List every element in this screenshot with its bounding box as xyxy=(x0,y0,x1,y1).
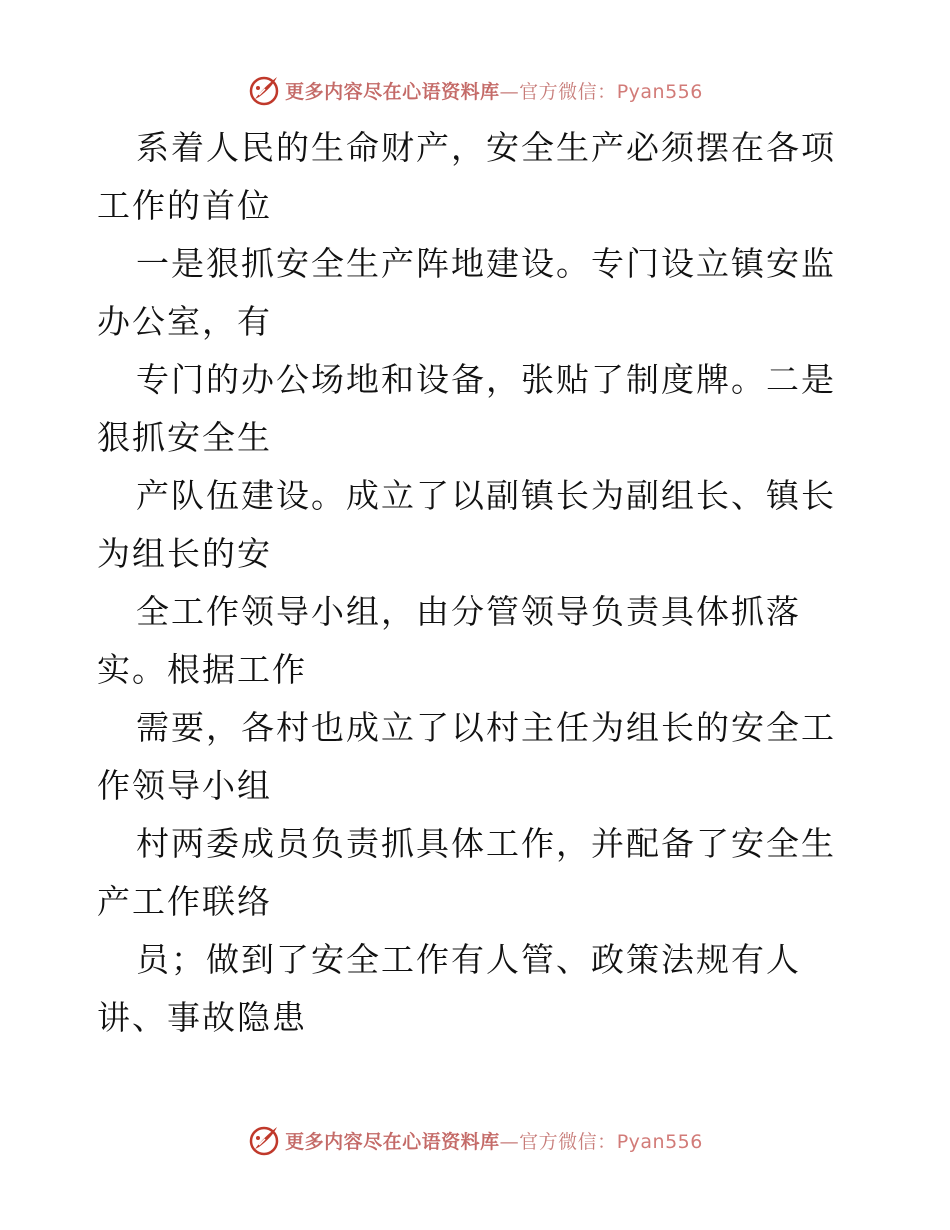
quill-pen-logo-icon xyxy=(247,73,281,107)
paragraph: 全工作领导小组，由分管领导负责具体抓落实。根据工作 xyxy=(97,592,801,689)
footer-banner xyxy=(0,1120,950,1160)
header-banner xyxy=(0,70,950,110)
document-body xyxy=(97,119,857,1047)
banner-text: 更多内容尽在心语资料库—官方微信：Pyan556 xyxy=(285,1130,703,1153)
paragraph: 一是狠抓安全生产阵地建设。专门设立镇安监办公室，有 xyxy=(97,244,836,341)
paragraph: 村两委成员负责抓具体工作，并配备了安全生产工作联络 xyxy=(97,824,836,921)
paragraph: 系着人民的生命财产，安全生产必须摆在各项工作的首位 xyxy=(97,128,836,225)
paragraph: 需要，各村也成立了以村主任为组长的安全工作领导小组 xyxy=(97,708,836,805)
paragraph: 员；做到了安全工作有人管、政策法规有人讲、事故隐患 xyxy=(97,940,801,1037)
quill-pen-logo-icon xyxy=(247,1123,281,1157)
paragraph: 产队伍建设。成立了以副镇长为副组长、镇长为组长的安 xyxy=(97,476,836,573)
banner-text: 更多内容尽在心语资料库—官方微信：Pyan556 xyxy=(285,80,703,103)
paragraph: 专门的办公场地和设备，张贴了制度牌。二是狠抓安全生 xyxy=(97,360,836,457)
